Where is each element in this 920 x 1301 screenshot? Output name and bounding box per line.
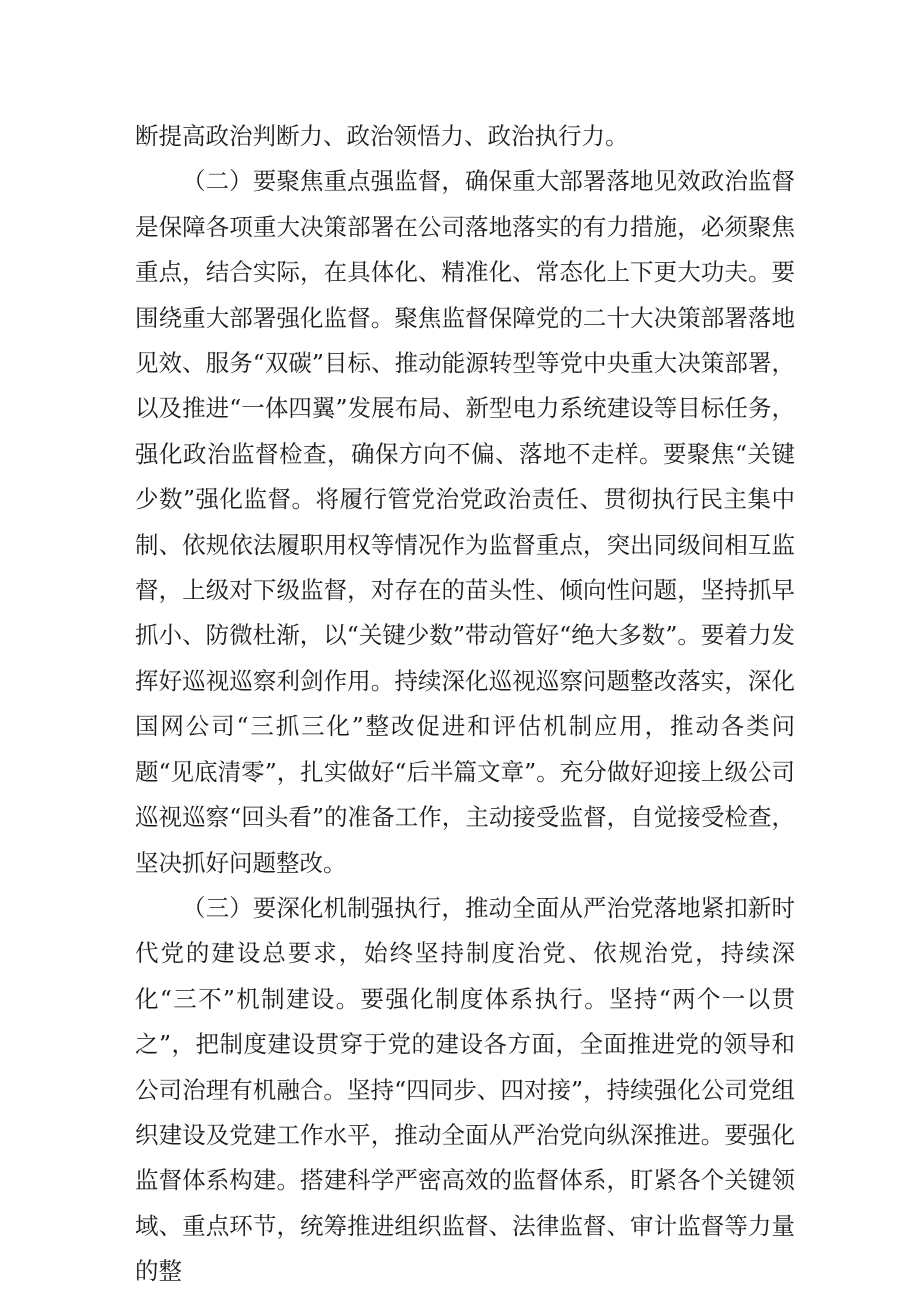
paragraph-continuation: 断提高政治判断力、政治领悟力、政治执行力。 xyxy=(135,122,629,150)
paragraph-section-3: （三）要深化机制强执行，推动全面从严治党落地紧扣新时代党的建设总要求，始终坚持制度治党、依规治党，持续深化“三不”机制建设。要强化制度体系执行。坚持“两个一以贯之”，把制度建设贯穿于党的建设各方面，全面推进党的领导和公司治理有机融合。坚持“四同步、四对接”，持续强化公司党组织建设及党建工作水平，推动全面从严治党向纵深推进。要强化监督体系构建。搭建科学严密高效的监督体系，盯紧各个关键领域、重点环节，统筹推进组织监督、法律监督、审计监督等力量的整 xyxy=(135,893,795,1286)
paragraph-section-2: （二）要聚焦重点强监督，确保重大部署落地见效政治监督是保障各项重大决策部署在公司落地落实的有力措施，必须聚焦重点，结合实际，在具体化、精准化、常态化上下更大功夫。要围绕重大部署强化监督。聚焦监督保障党的二十大决策部署落地见效、服务“双碳”目标、推动能源转型等党中央重大决策部署，以及推进“一体四翼”发展布局、新型电力系统建设等目标任务，强化政治监督检查，确保方向不偏、落地不走样。要聚焦“关键少数”强化监督。将履行管党治党政治责任、贯彻执行民主集中制、依规依法履职用权等情况作为监督重点，突出同级间相互监督，上级对下级监督，对存在的苗头性、倾向性问题，坚持抓早抓小、防微杜渐，以“关键少数”带动管好“绝大多数”。要着力发挥好巡视巡察利剑作用。持续深化巡视巡察问题整改落实，深化国网公司“三抓三化”整改促进和评估机制应用，推动各类问题“见底清零”，扎实做好“后半篇文章”。充分做好迎接上级公司巡视巡察“回头看”的准备工作，主动接受监督，自觉接受检查，坚决抓好问题整改。 xyxy=(135,167,795,877)
document-body xyxy=(135,114,795,1295)
